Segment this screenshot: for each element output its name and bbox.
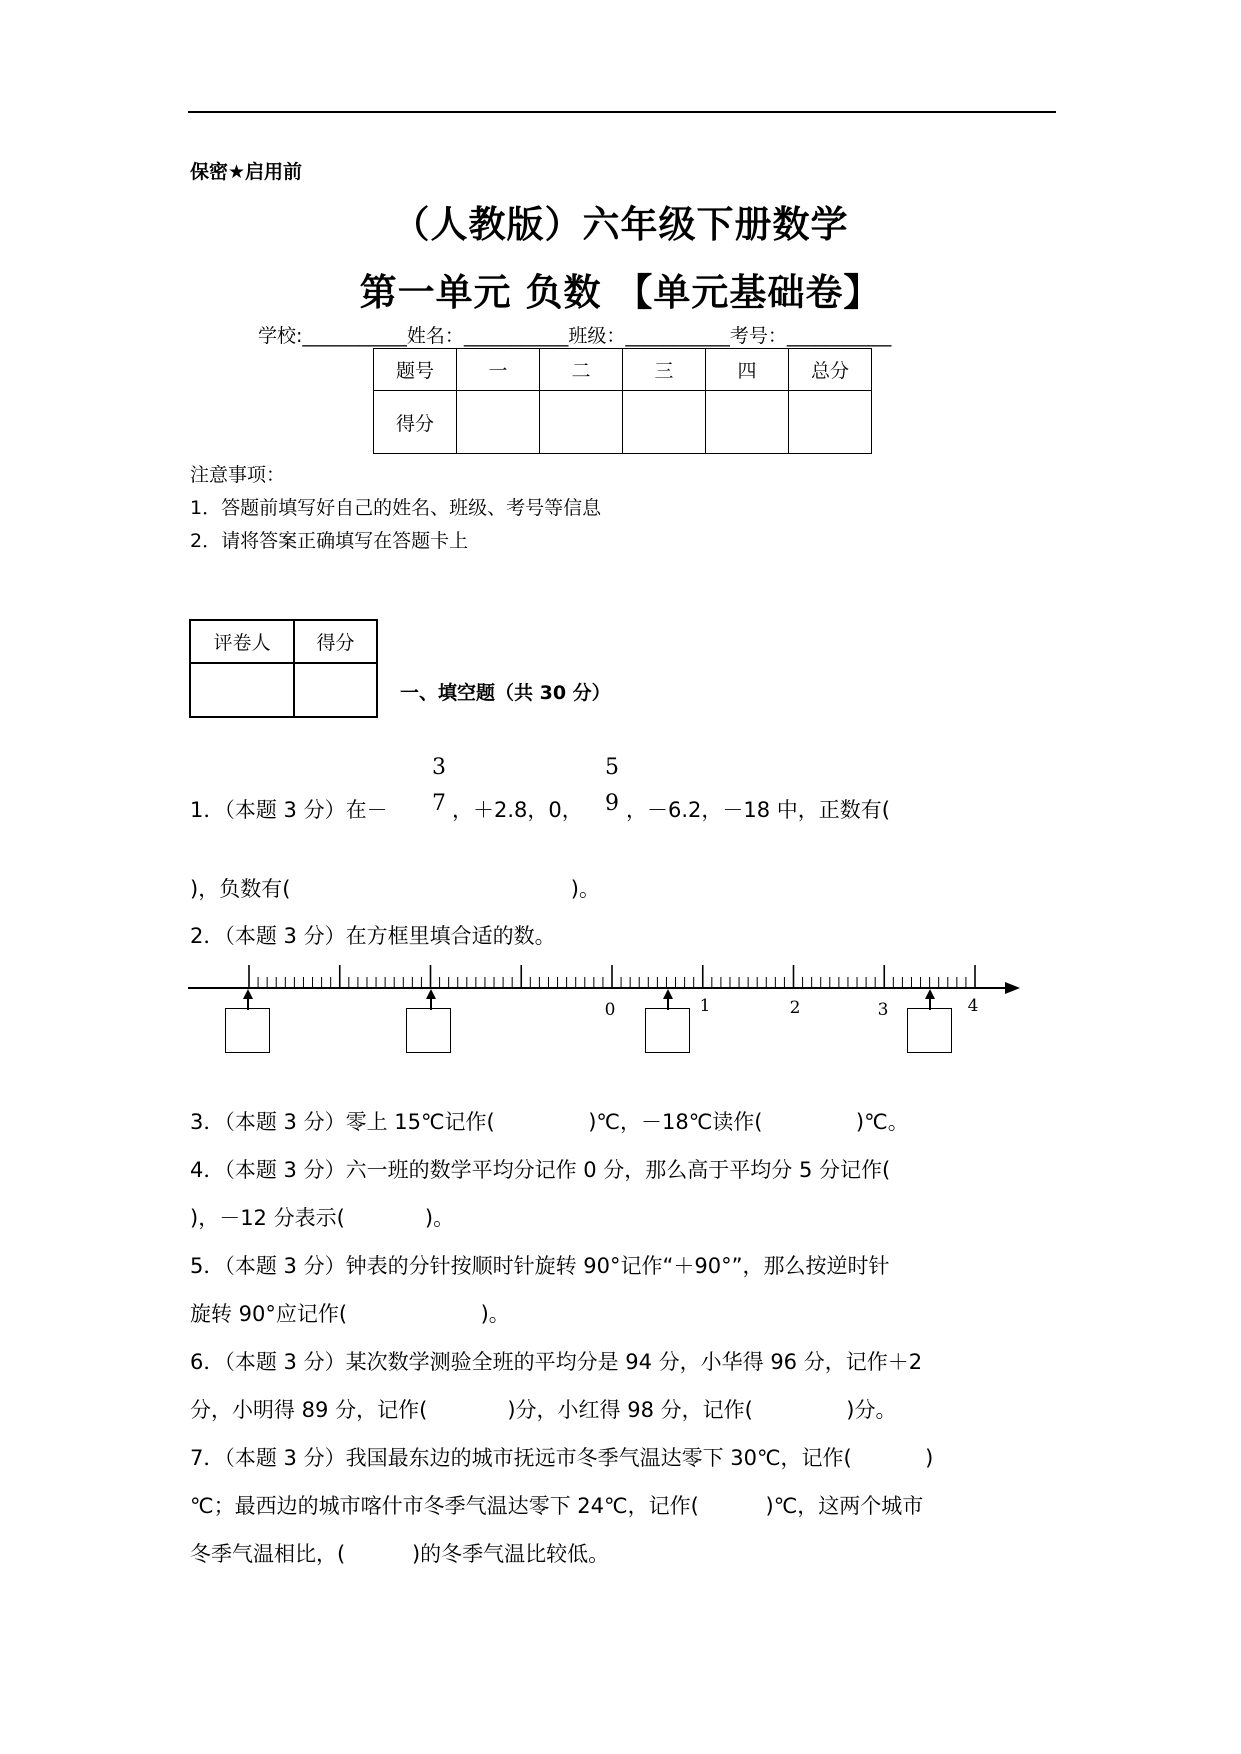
question-1-suffix: ，－6.2，－18 中，正数有( (626, 798, 890, 822)
answer-box[interactable] (907, 1008, 952, 1053)
score-row-label: 得分 (374, 391, 457, 454)
number-line-ticks (249, 965, 975, 988)
grader-table (189, 619, 378, 718)
fraction-denominator: 9 (605, 791, 619, 816)
section-title: 一、填空题（共 30 分） (400, 682, 611, 704)
tick-label-0: 0 (604, 1000, 616, 1020)
question-6-line2: 分，小明得 89 分，记作( )分，小红得 98 分，记作( )分。 (190, 1398, 897, 1422)
question-1-line2: )，负数有( )。 (190, 877, 600, 901)
question-7-line3: 冬季气温相比，( )的冬季气温比较低。 (190, 1542, 610, 1566)
fraction-denominator: 7 (432, 791, 446, 816)
notes-title: 注意事项： (190, 464, 286, 486)
confidential-label: 保密★启用前 (190, 161, 303, 183)
score-table (373, 348, 872, 454)
fraction-numerator: 5 (605, 755, 619, 780)
score-input-cell[interactable] (457, 391, 540, 454)
score-header-cell: 四 (706, 349, 789, 391)
score-header-cell: 总分 (789, 349, 872, 391)
score-header-cell: 二 (540, 349, 623, 391)
page-subtitle: 第一单元 负数 【单元基础卷】 (359, 271, 882, 314)
fraction-3-7 (428, 757, 450, 815)
number-line-figure (185, 955, 1025, 1075)
page-title: （人教版）六年级下册数学 (392, 203, 849, 246)
score-header-cell: 一 (457, 349, 540, 391)
answer-box[interactable] (406, 1008, 451, 1053)
tick-label-1: 1 (699, 996, 711, 1016)
tick-label-3: 3 (877, 1000, 889, 1020)
answer-box[interactable] (225, 1008, 270, 1053)
pointer-arrow (925, 989, 935, 1010)
question-2-text: 2．（本题 3 分）在方框里填合适的数。 (190, 924, 556, 948)
score-header-cell: 三 (623, 349, 706, 391)
pointer-arrow (663, 989, 673, 1010)
answer-box[interactable] (645, 1008, 690, 1053)
note-item: 2．请将答案正确填写在答题卡上 (190, 530, 469, 552)
pointer-arrow (426, 989, 436, 1010)
grader-score-cell[interactable] (294, 663, 377, 717)
question-7-line2: ℃；最西边的城市喀什市冬季气温达零下 24℃，记作( )℃，这两个城市 (190, 1494, 924, 1518)
tick-label-2: 2 (789, 998, 801, 1018)
student-info-line: 学校:___________姓名：___________班级：___________考号：___________ (258, 325, 892, 347)
score-header-cell: 题号 (374, 349, 457, 391)
pointer-arrow (243, 989, 253, 1010)
grader-name-cell[interactable] (190, 663, 294, 717)
question-6-line1: 6．（本题 3 分）某次数学测验全班的平均分是 94 分，小华得 96 分，记作＋2 (190, 1350, 923, 1374)
question-5-line2: 旋转 90°应记作( )。 (190, 1302, 510, 1326)
question-1-prefix: 1．（本题 3 分）在－ (190, 798, 388, 822)
grader-header: 评卷人 (190, 620, 294, 663)
number-line-arrowhead (1005, 982, 1020, 994)
question-5-line1: 5．（本题 3 分）钟表的分针按顺时针旋转 90°记作“＋90°”，那么按逆时针 (190, 1254, 890, 1278)
question-7-line1: 7．（本题 3 分）我国最东边的城市抚远市冬季气温达零下 30℃，记作( ) (190, 1446, 934, 1470)
fraction-5-9 (601, 757, 623, 815)
fraction-numerator: 3 (432, 755, 446, 780)
note-item: 1．答题前填写好自己的姓名、班级、考号等信息 (190, 497, 602, 519)
score-input-cell[interactable] (540, 391, 623, 454)
question-4-line2: )，－12 分表示( )。 (190, 1206, 455, 1230)
question-1-mid: ，＋2.8，0， (452, 798, 583, 822)
question-3: 3．（本题 3 分）零上 15℃记作( )℃，－18℃读作( )℃。 (190, 1110, 909, 1134)
question-4-line1: 4．（本题 3 分）六一班的数学平均分记作 0 分，那么高于平均分 5 分记作( (190, 1158, 891, 1182)
score-input-cell[interactable] (623, 391, 706, 454)
score-input-cell[interactable] (706, 391, 789, 454)
top-rule (188, 111, 1056, 113)
tick-label-4: 4 (967, 996, 979, 1016)
score-input-cell[interactable] (789, 391, 872, 454)
number-line-pointers (243, 989, 935, 1010)
grader-score-header: 得分 (294, 620, 377, 663)
